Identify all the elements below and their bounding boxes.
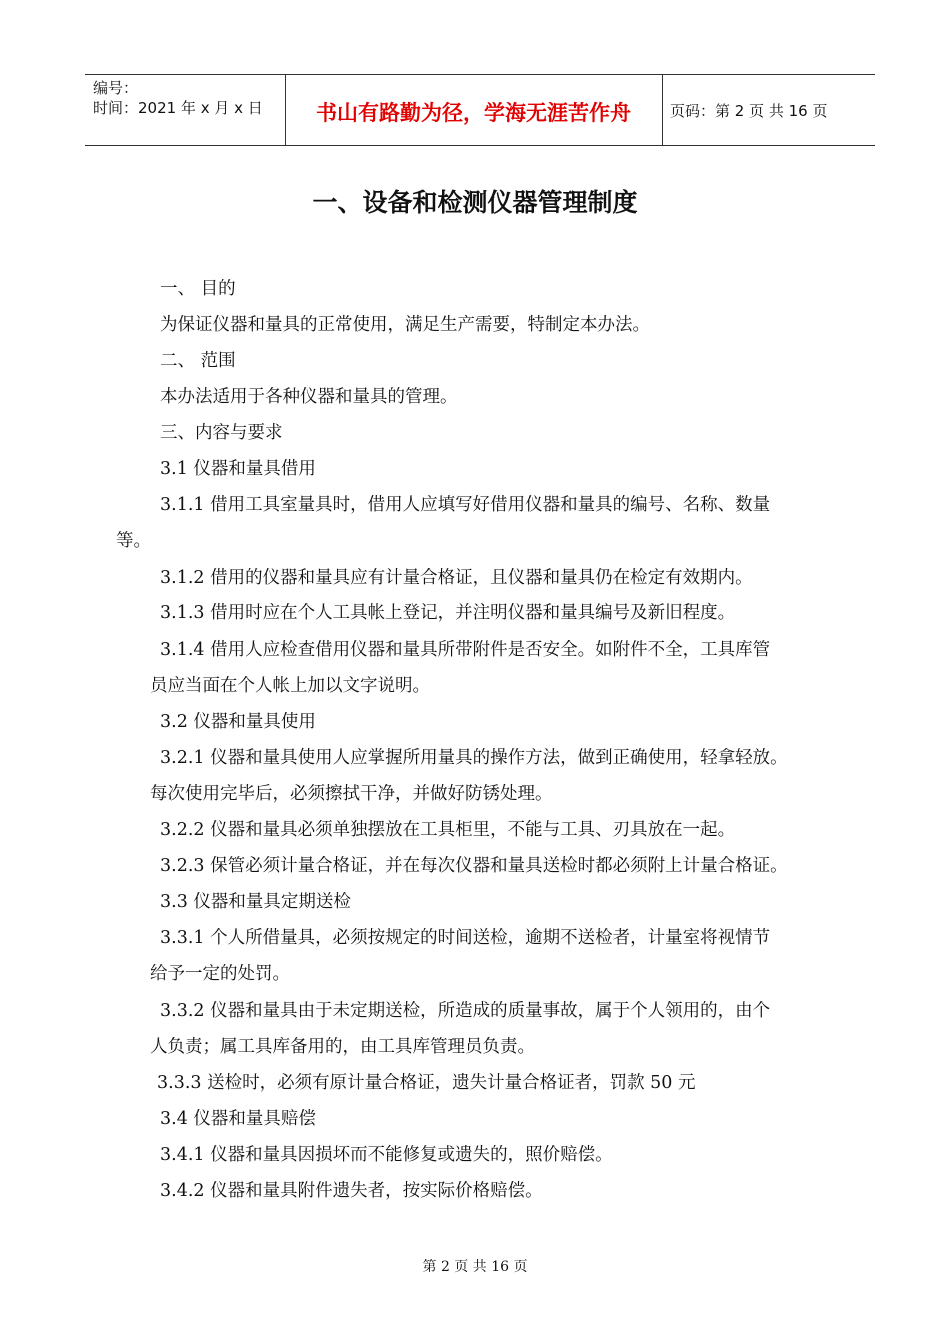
body-line: 3.4.1 仪器和量具因损坏而不能修复或遗失的，照价赔偿。 [160,1145,613,1165]
body-line: 3.1.3 借用时应在个人工具帐上登记，并注明仪器和量具编号及新旧程度。 [160,603,736,623]
document-number-label: 编号： [93,79,139,97]
body-line: 3.4.2 仪器和量具附件遗失者，按实际价格赔偿。 [160,1181,543,1201]
body-line: 3.3.2 仪器和量具由于未定期送检，所造成的质量事故，属于个人领用的，由个 [160,1001,771,1021]
body-line: 三、内容与要求 [160,423,283,443]
body-line: 3.2.3 保管必须计量合格证，并在每次仪器和量具送检时都必须附上计量合格证。 [160,856,788,876]
body-line: 等。 [116,531,151,551]
body-line: 为保证仪器和量具的正常使用，满足生产需要，特制定本办法。 [160,315,650,335]
header-motto-cell [285,75,663,145]
header-page-cell [662,75,875,145]
page-footer: 第 2 页 共 16 页 [422,1259,528,1275]
body-line: 人负责；属工具库备用的，由工具库管理员负责。 [150,1037,535,1057]
body-line: 3.4 仪器和量具赔偿 [160,1109,316,1129]
body-line: 员应当面在个人帐上加以文字说明。 [150,676,430,696]
header-info-cell [85,75,286,145]
document-title: 一、设备和检测仪器管理制度 [312,188,638,217]
document-time-label: 时间：2021 年 x 月 x 日 [93,99,263,117]
body-line: 二、 范围 [160,351,236,371]
body-line: 每次使用完毕后，必须擦拭干净，并做好防锈处理。 [150,784,553,804]
body-line: 3.3.3 送检时，必须有原计量合格证，遗失计量合格证者，罚款 50 元 [157,1073,696,1093]
body-line: 3.1.4 借用人应检查借用仪器和量具所带附件是否安全。如附件不全，工具库管 [160,640,771,660]
body-line: 给予一定的处罚。 [150,964,290,984]
body-line: 3.1.1 借用工具室量具时，借用人应填写好借用仪器和量具的编号、名称、数量 [160,495,771,515]
body-line: 3.3.1 个人所借量具，必须按规定的时间送检，逾期不送检者，计量室将视情节 [160,928,771,948]
header-page-code: 页码：第 2 页 共 16 页 [670,102,828,120]
header-motto: 书山有路勤为径，学海无涯苦作舟 [316,101,631,125]
body-line: 3.1 仪器和量具借用 [160,459,316,479]
body-line: 3.2.1 仪器和量具使用人应掌握所用量具的操作方法，做到正确使用，轻拿轻放。 [160,748,788,768]
body-line: 3.2.2 仪器和量具必须单独摆放在工具柜里，不能与工具、刃具放在一起。 [160,820,736,840]
body-line: 一、 目的 [160,279,236,299]
body-line: 3.3 仪器和量具定期送检 [160,892,351,912]
body-line: 3.1.2 借用的仪器和量具应有计量合格证，且仪器和量具仍在检定有效期内。 [160,568,753,588]
body-line: 本办法适用于各种仪器和量具的管理。 [160,387,458,407]
page-header [85,74,875,146]
body-line: 3.2 仪器和量具使用 [160,712,316,732]
